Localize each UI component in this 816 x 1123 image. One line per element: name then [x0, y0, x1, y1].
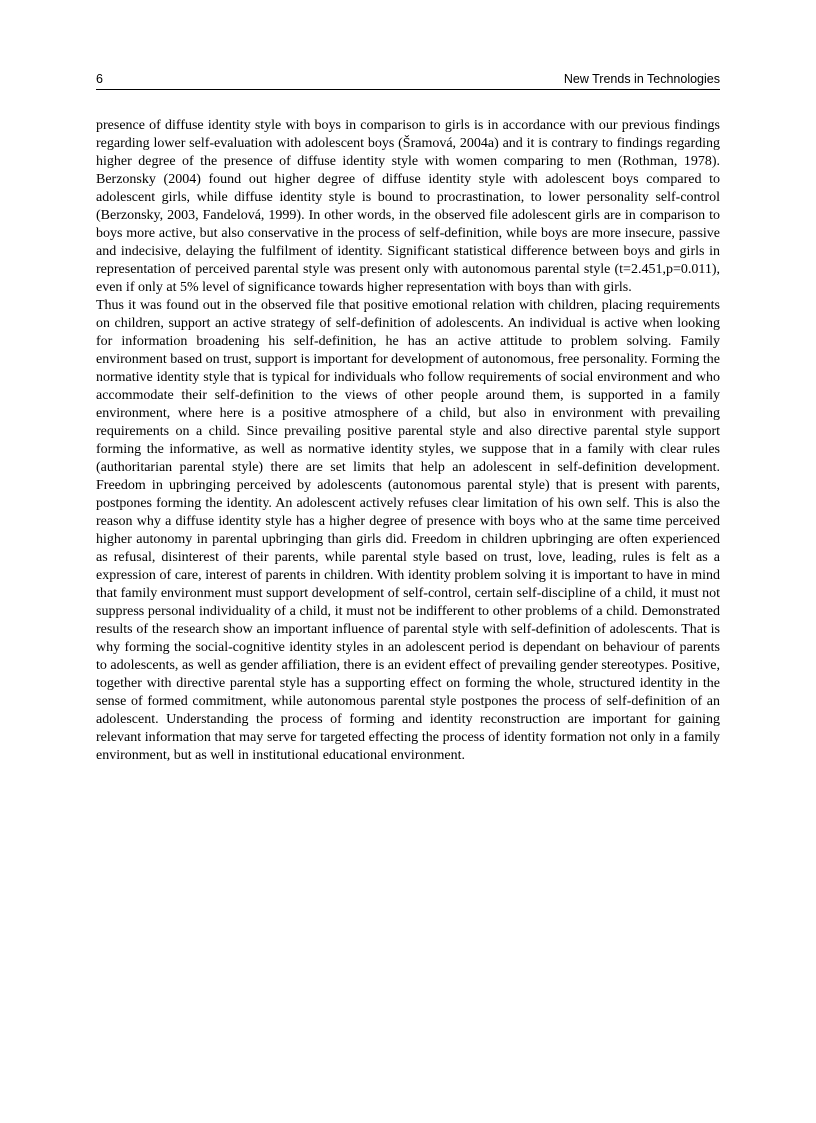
paragraph: Thus it was found out in the observed file that positive emotional relation with children, placing requirements on children, support an active strategy of self-definition of adolescents. An individual is active when looking for information broadening his self-definition, he has an active attitude to problem solving. Family environment based on trust, support is important for development of autonomous, free personality. Forming the normative identity style that is typical for individuals who follow requirements of social environment and who accommodate their self-definition to the views of other people around them, is supported in a family environment, where here is a positive atmosphere of a child, but also in environment with prevailing requirements on a child. Since prevailing positive parental style and also directive parental style support forming the informative, as well as normative identity styles, we suppose that in a family with clear rules (authoritarian parental style) there are set limits that help an adolescent in self-definition development. Freedom in upbringing perceived by adolescents (autonomous parental style) that is present with parents, postpones forming the identity. An adolescent actively refuses clear limitation of his own self. This is also the reason why a diffuse identity style has a higher degree of presence with boys who at the same time perceived higher autonomy in parental upbringing than girls did. Freedom in children upbringing are often experienced as refusal, disinterest of their parents, while parental style based on trust, love, leading, rules is felt as a expression of care, interest of parents in children. With identity problem solving it is important to have in mind that family environment must support development of self-control, certain self-discipline of a child, it must not suppress personal individuality of a child, it must not be indifferent to other problems of a child. Demonstrated results of the research show an important influence of parental style with self-definition of adolescents. That is why forming the social-cognitive identity styles in an adolescent period is dependant on behaviour of parents to adolescents, as well as gender affiliation, there is an evident effect of prevailing gender stereotypes. Positive, together with directive parental style has a supporting effect on forming the whole, structured identity in the sense of formed commitment, while autonomous parental style postpones the process of self-definition of an adolescent. Understanding the process of forming and identity reconstruction are important for gaining relevant information that may serve for targeted effecting the process of identity formation not only in a family environment, but as well in institutional educational environment. — [96, 298, 720, 763]
body-text — [96, 117, 720, 765]
page-header — [96, 70, 720, 90]
page-number: 6 — [96, 72, 103, 86]
running-title: New Trends in Technologies — [563, 72, 720, 86]
paragraph: presence of diffuse identity style with boys in comparison to girls is in accordance with our previous findings regarding lower self-evaluation with adolescent boys (Šramová, 2004a) and it is contrary to findings regarding higher degree of the presence of diffuse identity style with women comparing to men (Rothman, 1978). Berzonsky (2004) found out higher degree of diffuse identity style with adolescent boys compared to adolescent girls, while diffuse identity style is bound to procrastination, to lower personality self-control (Berzonsky, 2003, Fandelová, 1999). In other words, in the observed file adolescent girls are in comparison to boys more active, but also conservative in the process of self-definition, while boys are more insecure, passive and indecisive, delaying the fulfilment of identity. Significant statistical difference between boys and girls in representation of perceived parental style was present only with autonomous parental style (t=2.451,p=0.011), even if only at 5% level of significance towards higher representation with boys than with girls. — [96, 118, 720, 295]
